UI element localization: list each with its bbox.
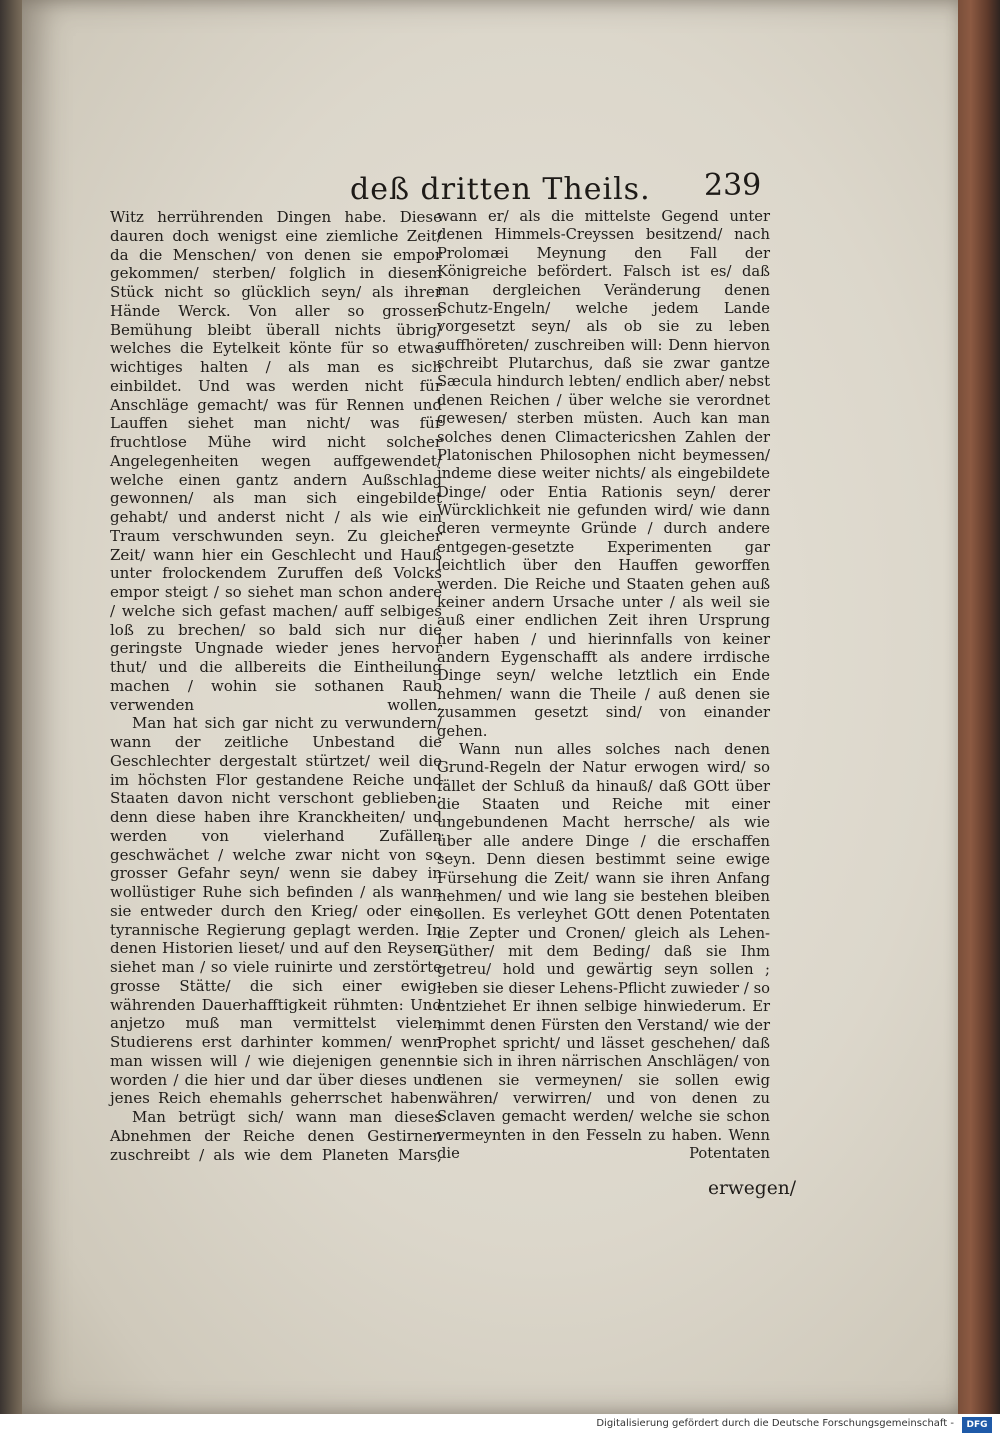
page-number: 239 bbox=[704, 168, 762, 203]
catchword: erwegen/ bbox=[708, 1178, 796, 1199]
left-column bbox=[110, 208, 442, 1164]
book-edge-right bbox=[958, 0, 1000, 1414]
running-head: deß dritten Theils. bbox=[350, 172, 651, 207]
paragraph: Wann nun alles solches nach denen Grund-Regeln der Natur erwogen wird/ so fället der Schluß da hinauß/ daß GOtt über die Staaten und Reiche mit einer ungebundenen Macht herrsche/ als wie über alle andere Dinge / die erschaffen seyn. Denn diesen bestimmt seine ewige Fürsehung die Zeit/ wann sie ihren Anfang nehmen/ und wie lang sie bestehen bleiben sollen. Es verleyhet GOtt denen Potentaten die Zepter und Cronen/ gleich als Lehen-Güther/ mit dem Beding/ daß sie Ihm getreu/ hold und gewärtig seyn sollen ; leben sie dieser Lehens-Pflicht zuwieder / so entziehet Er ihnen selbige hinwiederum. Er nimmt denen Fürsten den Verstand/ wie der Prophet spricht/ und lässet geschehen/ daß sie sich in ihren närrischen Anschlägen/ von denen sie vermeynen/ sie sollen ewig währen/ verwirren/ und von denen zu Sclaven gemacht werden/ welche sie schon vermeynten in den Fesseln zu haben. Wenn die Potentaten bbox=[437, 740, 770, 1163]
paragraph: Man betrügt sich/ wann man dieses Abnehmen der Reiche denen Gestirnen zuschreibt / als wie dem Planeten Mars, bbox=[110, 1108, 442, 1164]
paragraph: wann er/ als die mittelste Gegend unter denen Himmels-Creyssen besitzend/ nach Prolomæi Meynung den Fall der Königreiche befördert. Falsch ist es/ daß man dergleichen Veränderung denen Schutz-Engeln/ welche jedem Lande vorgesetzt seyn/ als ob sie zu leben auffhöreten/ zuschreiben will: Denn hiervon schreibt Plutarchus, daß sie zwar gantze Sæcula hindurch lebten/ endlich aber/ nebst denen Reichen / über welche sie verordnet gewesen/ sterben müsten. Auch kan man solches denen Climactericshen Zahlen der Platonischen Philosophen nicht beymessen/ indeme diese weiter nichts/ als eingebildete Dinge/ oder Entia Rationis seyn/ derer Würcklichkeit nie gefunden wird/ wie dann deren vermeynte Gründe / durch andere entgegen-gesetzte Experimenten gar leichtlich über den Hauffen geworffen werden. Die Reiche und Staaten gehen auß keiner andern Ursache unter / als weil sie auß einer endlichen Zeit ihren Ursprung her haben / und hierinnfalls von keiner andern Eygenschafft als andere irrdische Dinge seyn/ welche letztlich ein Ende nehmen/ wann die Theile / auß denen sie zusammen gesetzt sind/ von einander gehen. bbox=[437, 208, 770, 740]
dfg-logo-icon: DFG bbox=[962, 1417, 992, 1433]
paragraph: Witz herrührenden Dingen habe. Diese dauren doch wenigst eine ziemliche Zeit/ da die Menschen/ von denen sie empor gekommen/ sterben/ folglich in diesem Stück nicht so glücklich seyn/ als ihrer Hände Werck. Von aller so grossen Bemühung bleibt überall nichts übrig/ welches die Eytelkeit könte für so etwas wichtiges halten / als man es sich einbildet. Und was werden nicht für Anschläge gemacht/ was für Rennen und Lauffen siehet man nicht/ was für fruchtlose Mühe wird nicht solcher Angelegenheiten wegen auffgewendet/ welche einen gantz andern Außschlag gewonnen/ als man sich eingebildet gehabt/ und anderst nicht / als wie ein Traum verschwunden seyn. Zu gleicher Zeit/ wann hier ein Geschlecht und Hauß unter frolockendem Zuruffen deß Volcks empor steigt / so siehet man schon andere / welche sich gefast machen/ auff selbiges loß zu brechen/ so bald sich nur die geringste Ungnade wieder jenes hervor thut/ und die allbereits die Eintheilung machen / wohin sie sothanen Raub verwenden wollen. bbox=[110, 208, 442, 714]
right-column bbox=[437, 208, 770, 1164]
paragraph: Man hat sich gar nicht zu verwundern/ wann der zeitliche Unbestand die Geschlechter dergestalt stürtzet/ weil die im höchsten Flor gestandene Reiche und Staaten davon nicht verschont geblieben; denn diese haben ihre Kranckheiten/ und werden von vielerhand Zufällen geschwächet / welche zwar nicht von so grosser Gefahr seyn/ wenn sie dabey in wollüstiger Ruhe sich befinden / als wann sie entweder durch den Krieg/ oder eine tyrannische Regierung geplagt werden. In denen Historien lieset/ und auf den Reysen siehet man / so viele ruinirte und zerstörte grosse Stätte/ die sich einer ewig-währenden Dauerhafftigkeit rühmten: Und anjetzo muß man vermittelst vielen Studierens erst darhinter kommen/ wenn man wissen will / wie diejenigen genennt worden / die hier und dar über dieses und jenes Reich ehemahls geherrschet haben. bbox=[110, 714, 442, 1108]
footer-credit: Digitalisierung gefördert durch die Deutsche Forschungsgemeinschaft - bbox=[596, 1418, 954, 1429]
